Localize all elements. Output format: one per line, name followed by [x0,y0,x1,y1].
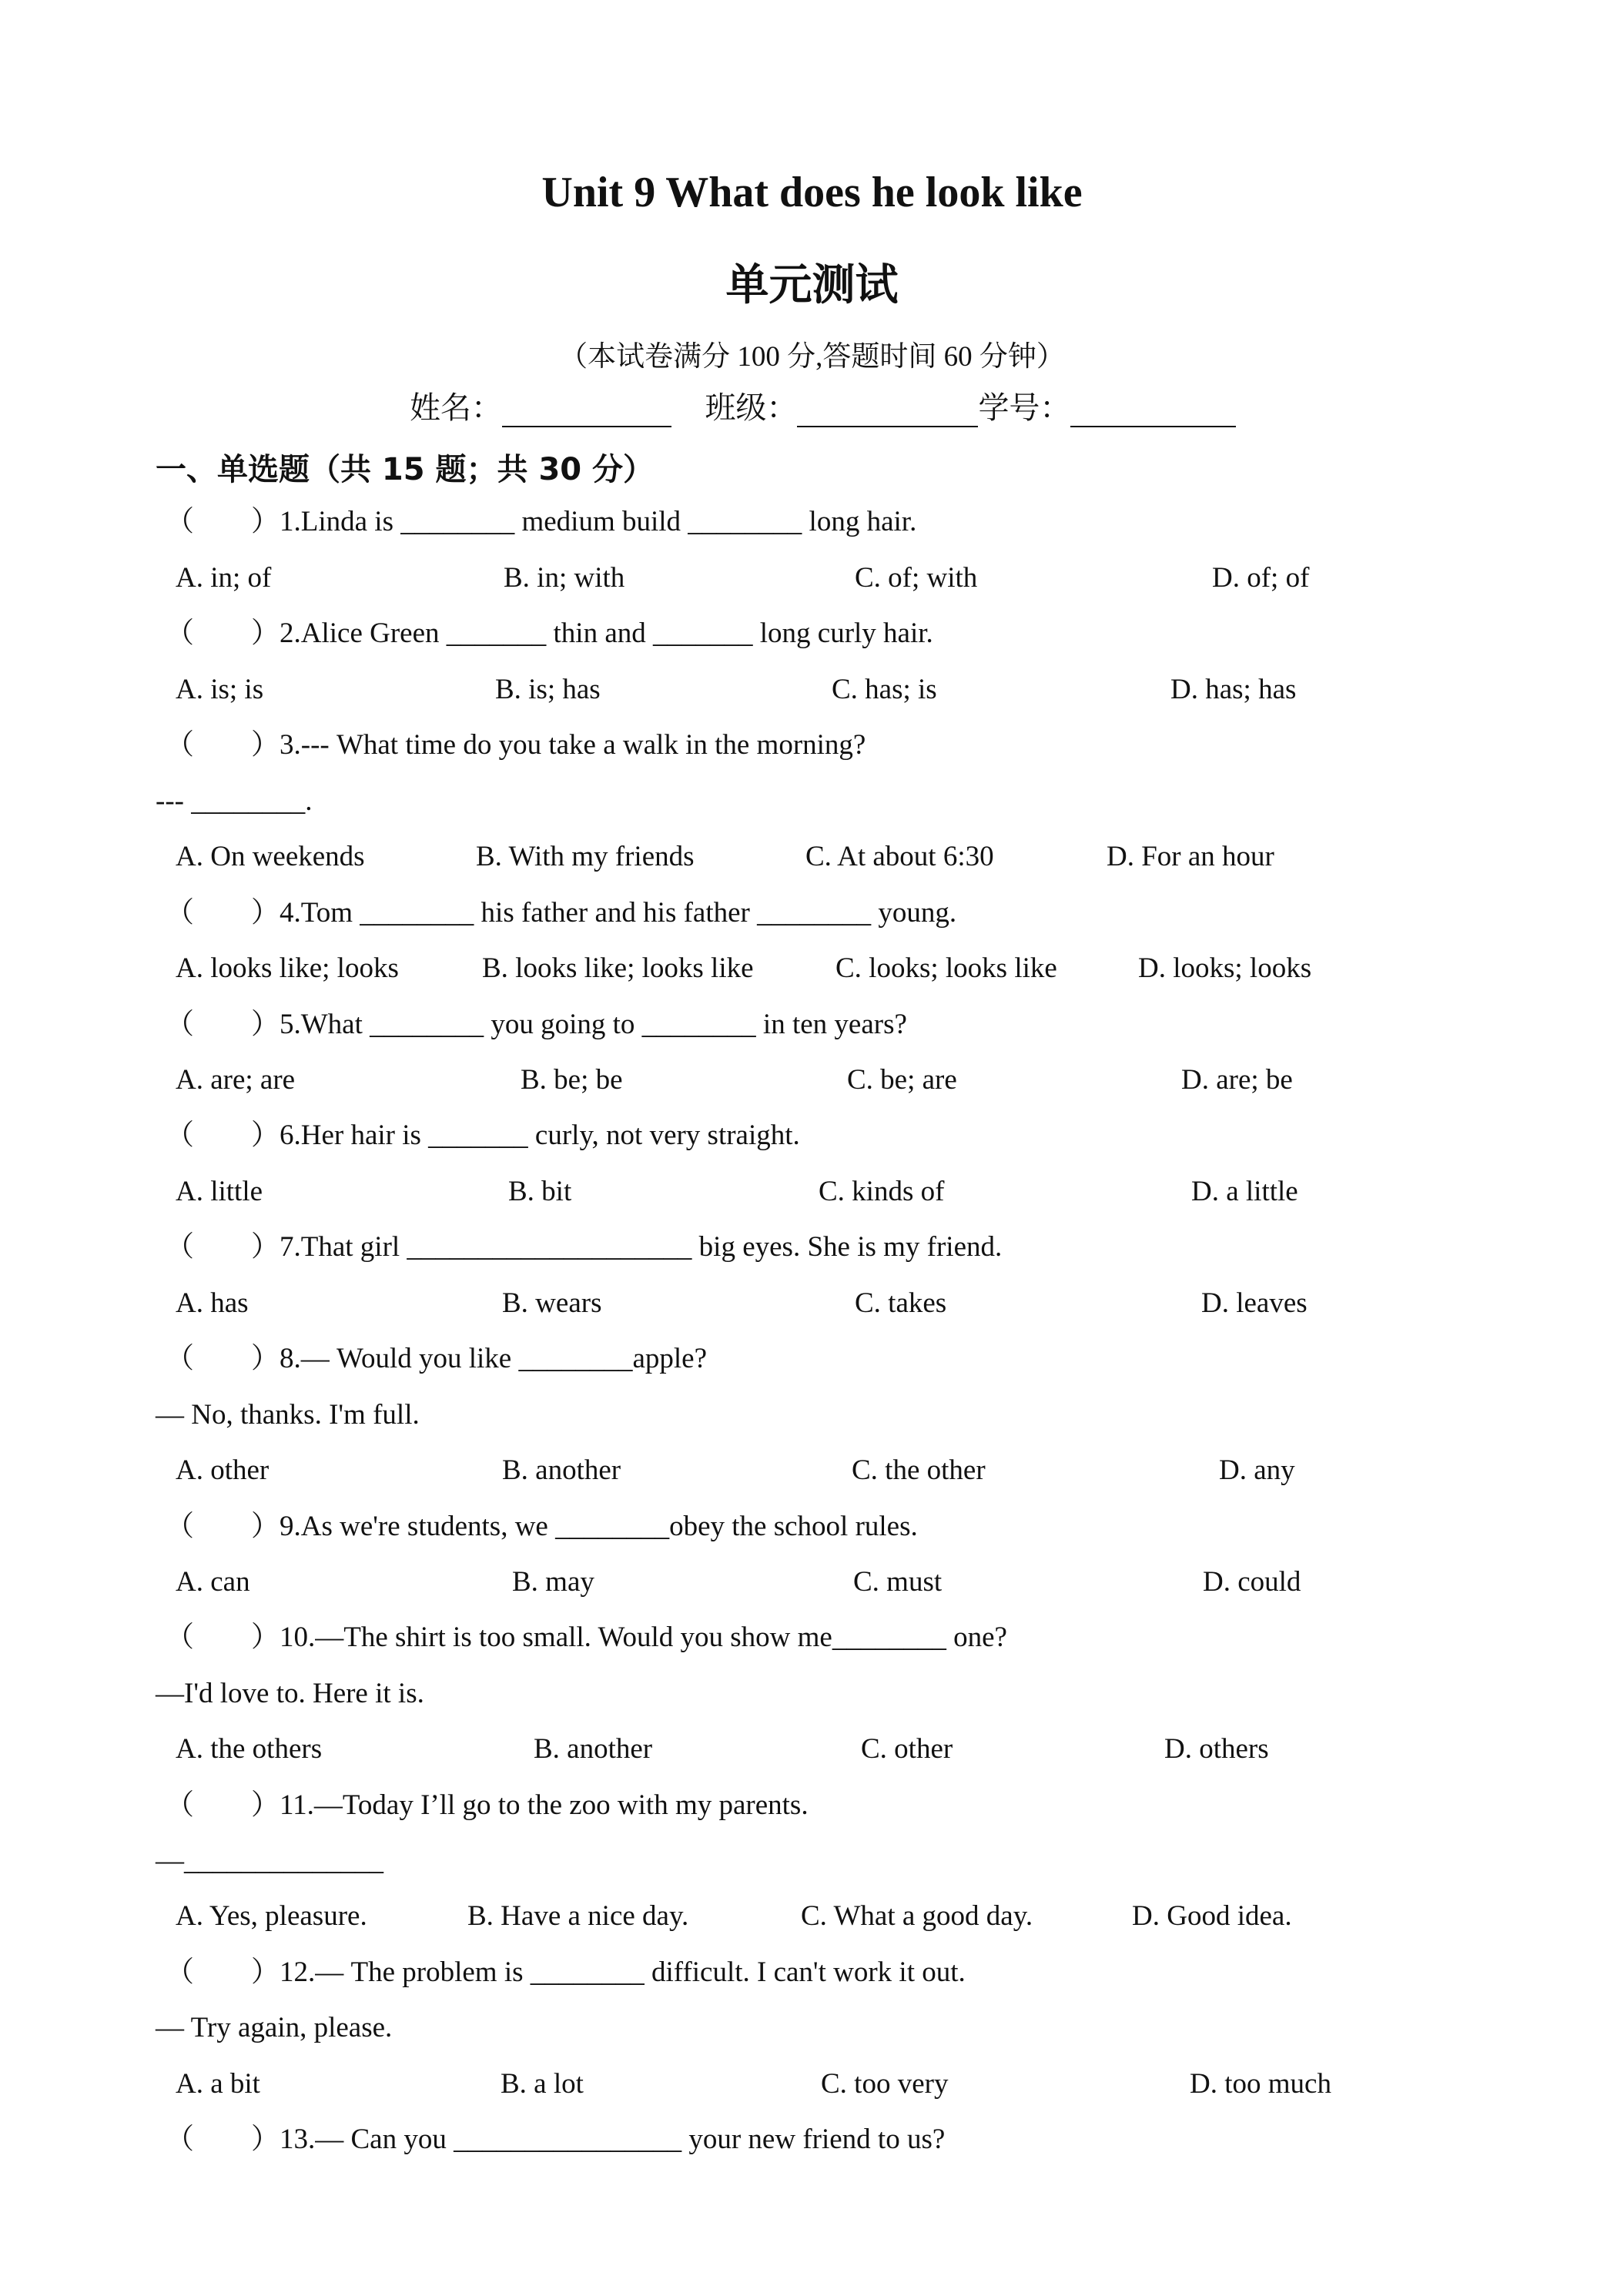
q1-option-b[interactable]: B. in; with [504,562,625,594]
section-heading: 一、单选题（共 15 题；共 30 分） [156,452,655,487]
q12-option-c[interactable]: C. too very [821,2068,949,2100]
q11-option-b[interactable]: B. Have a nice day. [467,1900,689,1932]
question-1: （ ）1.Linda is ________ medium build ________ long hair. [166,506,917,537]
q7-option-b[interactable]: B. wears [502,1287,602,1319]
q12-option-a[interactable]: A. a bit [176,2068,260,2100]
q4-option-a[interactable]: A. looks like; looks [176,952,399,984]
q11-answer-line: —______________ [156,1845,383,1876]
q8-option-b[interactable]: B. another [502,1454,621,1486]
q3-option-a[interactable]: A. On weekends [176,841,365,872]
q8-option-d[interactable]: D. any [1219,1454,1295,1486]
question-6: （ ）6.Her hair is _______ curly, not very straight. [166,1120,800,1151]
q8-answer-line: — No, thanks. I'm full. [156,1399,420,1431]
q4-option-d[interactable]: D. looks; looks [1138,952,1312,984]
q10-answer-line: —I'd love to. Here it is. [156,1678,424,1709]
exam-info: （本试卷满分 100 分,答题时间 60 分钟） [559,341,1065,373]
q12-option-d[interactable]: D. too much [1190,2068,1331,2100]
q4-option-b[interactable]: B. looks like; looks like [482,952,754,984]
q3-option-d[interactable]: D. For an hour [1107,841,1274,872]
q7-option-c[interactable]: C. takes [855,1287,947,1319]
q9-option-b[interactable]: B. may [512,1566,594,1598]
q3-option-b[interactable]: B. With my friends [476,841,695,872]
q11-option-c[interactable]: C. What a good day. [801,1900,1033,1932]
q2-option-a[interactable]: A. is; is [176,674,264,705]
q6-option-c[interactable]: C. kinds of [819,1176,945,1207]
number-blank[interactable] [1070,395,1236,427]
question-8: （ ）8.— Would you like ________apple? [166,1343,708,1374]
q11-option-d[interactable]: D. Good idea. [1132,1900,1292,1932]
q6-option-d[interactable]: D. a little [1191,1176,1298,1207]
q3-option-c[interactable]: C. At about 6:30 [805,841,994,872]
class-blank[interactable] [797,395,978,427]
name-label: 姓名： [410,390,502,426]
q6-option-a[interactable]: A. little [176,1176,263,1207]
q10-option-b[interactable]: B. another [534,1733,653,1765]
question-3: （ ）3.--- What time do you take a walk in the morning? [166,729,866,761]
q4-option-c[interactable]: C. looks; looks like [835,952,1057,984]
q1-option-d[interactable]: D. of; of [1212,562,1310,594]
number-label: 学号： [978,390,1071,426]
q2-option-b[interactable]: B. is; has [495,674,601,705]
question-4: （ ）4.Tom ________ his father and his father ________ young. [166,897,957,929]
q2-option-d[interactable]: D. has; has [1170,674,1297,705]
q7-option-d[interactable]: D. leaves [1201,1287,1308,1319]
q10-option-d[interactable]: D. others [1164,1733,1269,1765]
q3-answer-line: --- ________. [156,785,313,817]
q6-option-b[interactable]: B. bit [508,1176,572,1207]
q10-option-c[interactable]: C. other [861,1733,953,1765]
question-5: （ ）5.What ________ you going to ________ in ten years? [166,1009,907,1040]
page-subtitle: 单元测试 [725,260,899,310]
q2-option-c[interactable]: C. has; is [832,674,937,705]
q1-option-a[interactable]: A. in; of [176,562,272,594]
question-11: （ ）11.—Today I’ll go to the zoo with my parents. [166,1789,809,1821]
question-2: （ ）2.Alice Green _______ thin and _______ long curly hair. [166,618,933,649]
student-info-line [410,383,1236,427]
q5-option-d[interactable]: D. are; be [1181,1064,1293,1096]
q9-option-c[interactable]: C. must [853,1566,943,1598]
q11-option-a[interactable]: A. Yes, pleasure. [176,1900,367,1932]
q12-answer-line: — Try again, please. [156,2012,393,2043]
q8-option-c[interactable]: C. the other [852,1454,986,1486]
q7-option-a[interactable]: A. has [176,1287,249,1319]
page-title: Unit 9 What does he look like [541,169,1083,216]
q1-option-c[interactable]: C. of; with [855,562,978,594]
question-7: （ ）7.That girl ____________________ big eyes. She is my friend. [166,1231,1003,1263]
q9-option-a[interactable]: A. can [176,1566,250,1598]
q10-option-a[interactable]: A. the others [176,1733,323,1765]
q5-option-b[interactable]: B. be; be [521,1064,623,1096]
q5-option-c[interactable]: C. be; are [847,1064,957,1096]
name-blank[interactable] [502,395,671,427]
question-9: （ ）9.As we're students, we ________obey the school rules. [166,1511,918,1542]
question-12: （ ）12.— The problem is ________ difficult. I can't work it out. [166,1956,966,1988]
q12-option-b[interactable]: B. a lot [501,2068,584,2100]
q8-option-a[interactable]: A. other [176,1454,270,1486]
q9-option-d[interactable]: D. could [1203,1566,1301,1598]
class-label: 班级： [705,390,798,426]
q5-option-a[interactable]: A. are; are [176,1064,296,1096]
question-13: （ ）13.— Can you ________________ your new friend to us? [166,2124,946,2155]
question-10: （ ）10.—The shirt is too small. Would you show me________ one? [166,1622,1007,1653]
